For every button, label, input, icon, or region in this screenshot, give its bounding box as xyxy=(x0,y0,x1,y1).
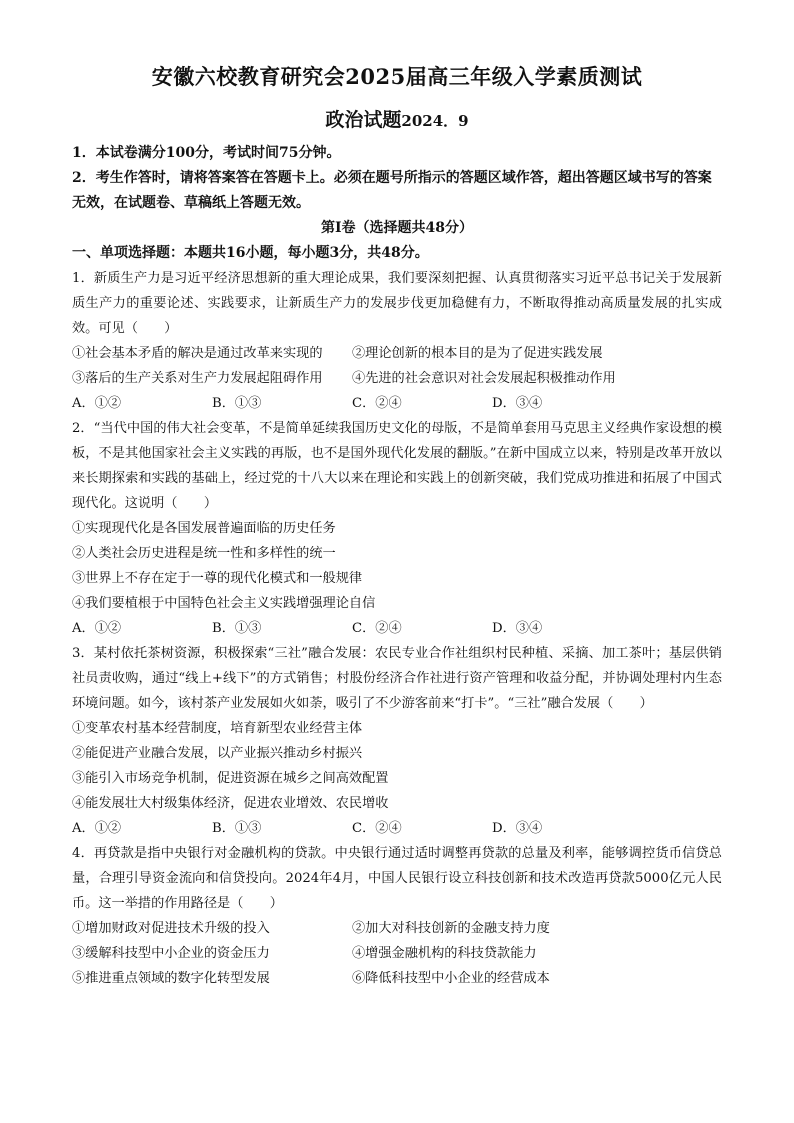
option-4: ④增强金融机构的科技贷款能力 xyxy=(352,946,537,961)
option-2: ②能促进产业融合发展，以产业振兴推动乡村振兴 xyxy=(72,746,363,761)
choice-c: C．②④ xyxy=(352,621,402,636)
option-2: ②加大对科技创新的金融支持力度 xyxy=(352,921,550,936)
answer-choices xyxy=(72,816,722,841)
exam-subtitle xyxy=(72,106,722,135)
exam-title: 安徽六校教育研究会2025届高三年级入学素质测试 xyxy=(151,64,643,89)
option-3: ③落后的生产关系对生产力发展起阻碍作用 xyxy=(72,371,323,386)
question-stem: 3．某村依托茶树资源，积极探索“三社”融合发展：农民专业合作社组织村民种植、采摘、加工茶叶；基层供销社员责收购，通过“线上+线下”的方式销售；村股份经济合作社进行资产管理和收益分配，并协调处理村内生态环境问题。如今，该村茶产业发展如火如荼，吸引了不少游客前来“打卡”。“三社”融合发展（ ） xyxy=(72,646,722,711)
option-1: ①实现现代化是各国发展普遍面临的历史任务 xyxy=(72,521,336,536)
exam-date: 2024．9 xyxy=(401,112,469,130)
option-3: ③世界上不存在定于一尊的现代化模式和一般规律 xyxy=(72,571,363,586)
exam-page xyxy=(72,62,722,991)
choice-d: D．③④ xyxy=(492,396,543,411)
option-3: ③缓解科技型中小企业的资金压力 xyxy=(72,946,270,961)
option-2: ②人类社会历史进程是统一性和多样性的统一 xyxy=(72,546,336,561)
instruction-2: 2．考生作答时，请将答案答在答题卡上。必须在题号所指示的答题区域作答，超出答题区域书写的答案无效，在试题卷、草稿纸上答题无效。 xyxy=(72,170,712,211)
option-row xyxy=(72,341,722,366)
question-stem: 2．“当代中国的伟大社会变革，不是简单延续我国历史文化的母版，不是简单套用马克思主义经典作家设想的模板，不是其他国家社会主义实践的再版，也不是国外现代化发展的翻版。”在新中国成立以来，特别是改革开放以来长期探索和实践的基础上，经过党的十八大以来在理论和实践上的创新突破，我们党成功推进和拓展了中国式现代化。这说明（ ） xyxy=(72,421,722,511)
part-heading: 一、单项选择题：本题共16小题，每小题3分，共48分。 xyxy=(72,245,429,261)
option-6: ⑥降低科技型中小企业的经营成本 xyxy=(352,971,550,986)
question-1 xyxy=(72,266,722,416)
choice-b: B．①③ xyxy=(212,396,262,411)
option-4: ④先进的社会意识对社会发展起积极推动作用 xyxy=(352,371,616,386)
choice-a: A．①② xyxy=(72,621,122,636)
option-row xyxy=(72,966,722,991)
subject-name: 政治试题 xyxy=(325,109,402,131)
choice-a: A．①② xyxy=(72,821,122,836)
choice-c: C．②④ xyxy=(352,396,402,411)
option-row xyxy=(72,916,722,941)
answer-choices xyxy=(72,616,722,641)
instruction-1: 1．本试卷满分100分，考试时间75分钟。 xyxy=(72,145,341,161)
question-stem: 4．再贷款是指中央银行对金融机构的贷款。中央银行通过适时调整再贷款的总量及利率，能够调控货币信贷总量，合理引导资金流向和信贷投向。2024年4月，中国人民银行设立科技创新和技术改造再贷款5000亿元人民币。这一举措的作用路径是（ ） xyxy=(72,846,722,911)
choice-b: B．①③ xyxy=(212,621,262,636)
choice-d: D．③④ xyxy=(492,621,543,636)
choice-c: C．②④ xyxy=(352,821,402,836)
option-5: ⑤推进重点领域的数字化转型发展 xyxy=(72,971,270,986)
option-4: ④能发展壮大村级集体经济，促进农业增效、农民增收 xyxy=(72,796,389,811)
question-4 xyxy=(72,841,722,991)
choice-b: B．①③ xyxy=(212,821,262,836)
choice-d: D．③④ xyxy=(492,821,543,836)
question-3 xyxy=(72,641,722,841)
question-2 xyxy=(72,416,722,641)
option-1: ①增加财政对促进技术升级的投入 xyxy=(72,921,270,936)
option-row xyxy=(72,366,722,391)
section-title: 第Ⅰ卷（选择题共48分） xyxy=(320,220,474,236)
option-2: ②理论创新的根本目的是为了促进实践发展 xyxy=(352,346,603,361)
option-4: ④我们要植根于中国特色社会主义实践增强理论自信 xyxy=(72,596,376,611)
answer-choices xyxy=(72,391,722,416)
option-1: ①社会基本矛盾的解决是通过改革来实现的 xyxy=(72,346,323,361)
question-stem: 1．新质生产力是习近平经济思想新的重大理论成果，我们要深刻把握、认真贯彻落实习近平总书记关于发展新质生产力的重要论述、实践要求，让新质生产力的发展步伐更加稳健有力，不断取得推动高质量发展的扎实成效。可见（ ） xyxy=(72,271,722,336)
option-1: ①变革农村基本经营制度，培育新型农业经营主体 xyxy=(72,721,363,736)
option-row xyxy=(72,941,722,966)
option-3: ③能引入市场竞争机制，促进资源在城乡之间高效配置 xyxy=(72,771,389,786)
choice-a: A．①② xyxy=(72,396,122,411)
